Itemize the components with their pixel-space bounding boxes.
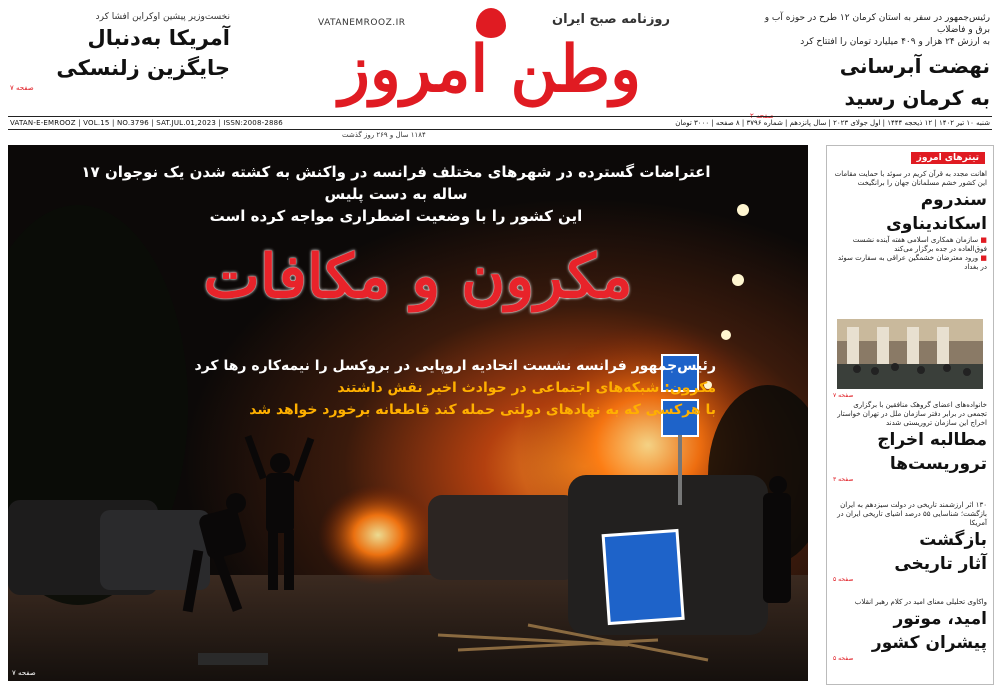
- teaser-right-kicker-2: به ارزش ۲۴ هزار و ۴۰۹ میلیارد تومان را افتتاح کرد: [800, 37, 990, 47]
- sidebar-story-3-headline-2: آثار تاریخی: [894, 554, 987, 574]
- logo: [240, 8, 740, 112]
- sidebar-photo: [837, 319, 983, 389]
- teaser-left-headline-2: جایگزین زلنسکی: [56, 56, 230, 80]
- teaser-right-kicker-1: رئیس‌جمهور در سفر به استان کرمان ۱۲ طرح در حوزه آب و برق و فاضلاب: [764, 13, 990, 35]
- logo-tagline: روزنامه صبح ایران: [551, 12, 670, 27]
- sidebar-story-1-headline-2: اسکاندیناوی: [886, 214, 987, 234]
- bullet-icon: ■: [978, 254, 987, 262]
- teaser-left-kicker: نخست‌وزیر پیشین اوکراین افشا کرد: [95, 12, 230, 22]
- main-bullet-3: با هرکسی که به نهادهای دولتی حمله کند قاطعانه برخورد خواهد شد: [249, 402, 716, 418]
- sidebar-headlines: [826, 145, 994, 685]
- sidebar-story-4-headline-1: امید، موتور: [893, 609, 987, 629]
- sidebar-story-3-kicker: ۱۳۰ اثر ارزشمند تاریخی در دولت سیزدهم به ایران بازگشت؛ شناسایی ۵۵ درصد اشیای تاریخی ایران در آمریکا: [837, 501, 987, 527]
- sidebar-story-1-bullet-2: ■ ورود معترضان خشمگین عراقی به سفارت سوئد در بغداد: [837, 254, 987, 271]
- protest-photo: [837, 319, 983, 389]
- sidebar-story-2-page: صفحه ۳: [833, 476, 854, 483]
- sidebar-story-4-page: صفحه ۵: [833, 655, 854, 662]
- sidebar-story-3[interactable]: [833, 501, 987, 583]
- main-subtitle-line-2: این کشور را با وضعیت اضطراری مواجه کرده است: [209, 207, 583, 225]
- teaser-right-headline-2: به کرمان رسید: [844, 86, 990, 110]
- sidebar-story-4-headline-2: پیشران کشور: [871, 633, 987, 653]
- sidebar-story-1-headline-1: سندروم: [920, 190, 987, 210]
- sidebar-story-1-bullet-1: ■ سازمان همکاری اسلامی هفته آینده نشست فوق‌العاده در جده برگزار می‌کند: [852, 236, 987, 253]
- main-story[interactable]: [8, 145, 808, 681]
- main-bullet-1: رئیس‌جمهور فرانسه نشست اتحادیه اروپایی در بروکسل را نیمه‌کاره رها کرد: [194, 358, 716, 374]
- teaser-right-page: صفحه ۲: [750, 112, 774, 120]
- issue-age: ۱۱۸۴ سال و ۲۶۹ روز گذشت: [342, 131, 426, 139]
- sidebar-story-1[interactable]: [833, 170, 987, 272]
- sidebar-story-4-kicker: واکاوی تحلیلی معنای امید در کلام رهبر انقلاب: [854, 598, 987, 606]
- teaser-left-page: صفحه ۷: [10, 84, 34, 92]
- sidebar-story-3-headline-1: بازگشت: [919, 530, 987, 550]
- logo-url: VATANEMROOZ.IR: [318, 18, 406, 28]
- teaser-right[interactable]: [750, 12, 990, 120]
- sidebar-story-3-page: صفحه ۵: [833, 576, 854, 583]
- teaser-left[interactable]: [10, 12, 230, 92]
- sidebar-story-2-kicker: خانواده‌های اعضای گروهک منافقین با برگزاری تجمعی در برابر دفتر سازمان ملل در تهران خواستار اخراج این سازمان تروریستی شدند: [837, 401, 987, 427]
- sidebar-story-1-page: صفحه ۷: [833, 392, 854, 399]
- logo-wordmark: وطن امروز: [338, 32, 642, 107]
- main-bullet-2: مکرون: شبکه‌های اجتماعی در حوادث اخیر نقش داشتند: [337, 380, 716, 396]
- main-subtitle: [76, 161, 716, 227]
- sidebar-story-2[interactable]: [833, 401, 987, 483]
- sidebar-story-1-kicker: اهانت مجدد به قرآن کریم در سوئد با حمایت مقامات این کشور خشم مسلمانان جهان را برانگیخت: [834, 170, 987, 187]
- teaser-left-headline-1: آمریکا به‌دنبال: [87, 26, 230, 50]
- issue-info-bar: [8, 116, 992, 130]
- main-headline: مکرون و مکافات: [203, 242, 633, 312]
- issue-info-latin: VATAN-E-EMROOZ | VOL.15 | NO.3796 | SAT.JUL.01,2023 | ISSN:2008-2886: [10, 119, 283, 127]
- bullet-icon: ■: [978, 236, 987, 244]
- sidebar-story-2-headline-1: مطالبه اخراج: [877, 430, 987, 450]
- main-page-ref: صفحه ۷: [12, 669, 36, 677]
- sidebar-story-2-headline-2: تروریست‌ها: [889, 454, 987, 474]
- masthead: [0, 0, 1000, 118]
- sidebar-story-4[interactable]: [833, 598, 987, 662]
- sidebar-tag: تیترهای امروز: [911, 152, 985, 164]
- main-subtitle-line-1: اعتراضات گسترده در شهرهای مختلف فرانسه در واکنش به کشته شدن یک نوجوان ۱۷ ساله به دست پلیس: [81, 163, 711, 203]
- issue-info-persian: شنبه ۱۰ تیر ۱۴۰۲ | ۱۲ ذیحجه ۱۴۴۴ | اول جولای ۲۰۲۳ | سال پانزدهم | شماره ۳۷۹۶ | ۸ صفحه | ۳۰۰۰ تومان: [675, 119, 990, 127]
- teaser-right-headline-1: نهضت آبرسانی: [839, 54, 990, 78]
